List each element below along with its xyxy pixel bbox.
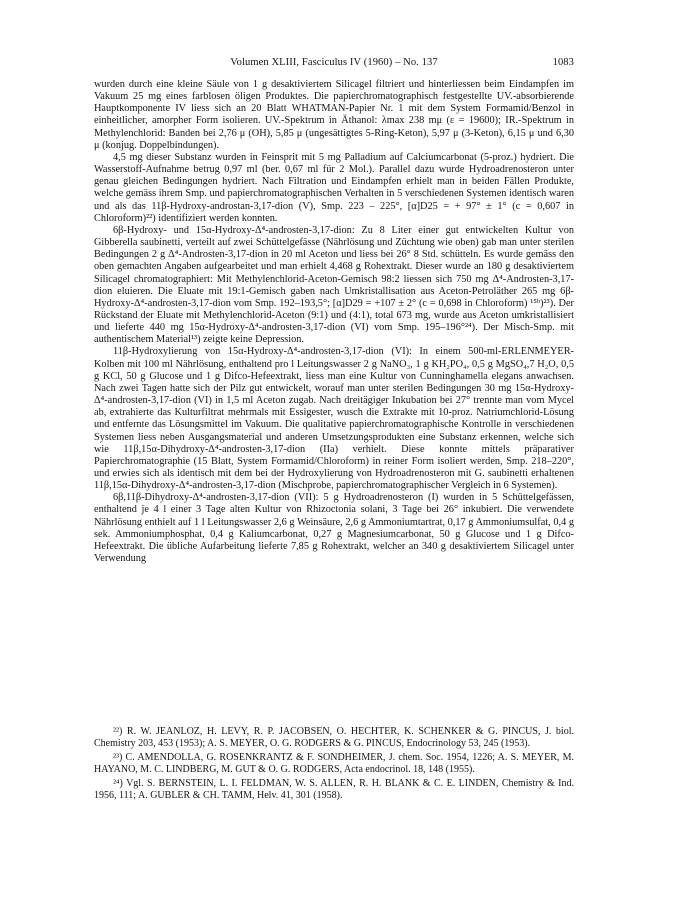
footnote-23: ²³) C. AMENDOLLA, G. ROSENKRANTZ & F. SONDHEIMER, J. chem. Soc. 1954, 1226; A. S. MEYER, M. HAYANO, M. C. LINDBERG, M. GUT & O. G. RODGERS, Acta endocrinol. 18, 148 (1955).	[94, 751, 574, 775]
paragraph-6b-15a-hydroxy: 6β-Hydroxy- und 15α-Hydroxy-Δ⁴-androsten-3,17-dion: Zu 8 Liter einer gut entwickelten Kultur von Gibberella saubinetti, verteilt auf zwei Schüttelgefässe (Nährlösung und Züchtung wie oben) gab man unter sterilen Bedingungen 2 g Δ⁴-Androsten-3,17-dion in 20 ml Aceton und liess bei 26° 8 Std. schütteln. Es wurde gemäss den oben gemachten Angaben aufgearbeitet und man erhielt 4,468 g Rohextrakt. Dieser wurde an 180 g desaktiviertem Silicagel chromatographiert: Mit Methylenchlorid-Aceton-Gemisch 98:2 liessen sich 750 mg Δ⁴-Androsten-3,17-dion eluieren. Die Eluate mit 19:1-Gemisch gaben nach Umkristallisation aus Aceton-Petroläther 265 mg 6β-Hydroxy-Δ⁴-androsten-3,17-dion vom Smp. 192–193,5°; [α]D29 = +107 ± 2° (c = 0,698 in Chloroform) ¹⁵ᵇ)²³). Der Rückstand der Eluate mit Methylenchlorid-Aceton (9:1) und (4:1), total 673 mg, wurde aus Aceton umkristallisiert und lieferte 440 mg 15α-Hydroxy-Δ⁴-androsten-3,17-dion (VI) vom Smp. 195–196°²⁴). Der Misch-Smp. mit authentischem Material¹³) zeigte keine Depression.	[94, 224, 574, 346]
paragraph-hydrogenation: 4,5 mg dieser Substanz wurden in Feinsprit mit 5 mg Palladium auf Calciumcarbonat (5-proz.) hydriert. Die Wasserstoff-Aufnahme betrug 0,97 ml (ber. 0,67 ml für 2 Mol.). Parallel dazu wurde Hydroadrenosteron unter genau gleichen Bedingungen hydriert. Nach Filtration und Eindampfen erhielt man in beiden Fällen Produkte, welche gemäss ihrem Smp. und papierchromatographischen Verhalten in 5 verschiedenen Systemen identisch waren und als das 11β-Hydroxy-androstan-3,17-dion (V), Smp. 223 – 225°, [α]D25 = + 97° ± 1° (c = 0,607 in Chloroform)²²) identifiziert werden konnten.	[94, 151, 574, 224]
body-text	[94, 79, 574, 565]
running-title: Volumen XLIII, Fasciculus IV (1960) – No. 137	[230, 57, 438, 68]
page-number: 1083	[552, 57, 574, 68]
footnote-24: ²⁴) Vgl. S. BERNSTEIN, L. I. FELDMAN, W. S. ALLEN, R. H. BLANK & C. E. LINDEN, Chemistry & Ind. 1956, 111; A. GUBLER & CH. TAMM, Helv. 41, 301 (1958).	[94, 777, 574, 801]
paragraph-continuation: wurden durch eine kleine Säule von 1 g desaktiviertem Silicagel filtriert und hinterliessen beim Eindampfen im Vakuum 25 mg eines farblosen öligen Produktes. Die papierchromatographisch festgestellte UV.-absorbierende Hauptkomponente IV liess sich an 20 Blatt WHATMAN-Papier Nr. 1 mit dem System Formamid/Benzol in einheitlicher, amorpher Form isolieren. UV.-Spektrum in Äthanol: λmax 238 mμ (ε = 19600); IR.-Spektrum in Methylenchlorid: Banden bei 2,76 μ (OH), 5,85 μ (ungesättigtes 5-Ring-Keton), 5,97 μ (3-Keton), 6,15 μ und 6,30 μ (konjug. Doppelbindungen).	[94, 79, 574, 151]
footnote-22: ²²) R. W. JEANLOZ, H. LEVY, R. P. JACOBSEN, O. HECHTER, K. SCHENKER & G. PINCUS, J. biol. Chemistry 203, 453 (1953); A. S. MEYER, O. G. RODGERS & G. PINCUS, Endocrinology 53, 245 (1953).	[94, 726, 574, 750]
footnotes	[94, 726, 574, 803]
running-head	[94, 56, 574, 70]
paragraph-11b-hydroxylierung: 11β-Hydroxylierung von 15α-Hydroxy-Δ⁴-androsten-3,17-dion (VI): In einem 500-ml-ERLENMEYER-Kolben mit 100 ml Nährlösung, enthaltend pro l Leitungswasser 2 g NaNO₃, 1 g KH₂PO₄, 0,5 g MgSO₄,7 H₂O, 0,5 g KCl, 50 g Glucose und 1 g Difco-Hefeextrakt, liess man eine Kultur von Cunninghamella elegans anwachsen. Nach zwei Tagen hatte sich der Pilz gut entwickelt, worauf man unter sterilen Bedingungen 30 mg 15α-Hydroxy-Δ⁴-androsten-3,17-dion (VI) in 1,5 ml Aceton zugab. Nach dreitägiger Inkubation bei 27° trennte man vom Mycel ab, extrahierte das Kulturfiltrat mehrmals mit Essigester, wusch die Extrakte mit 10-proz. Natriumchlorid-Lösung und entfernte das Lösungsmittel im Vakuum. Die qualitative papierchromatographische Kontrolle in verschiedenen Systemen liess neben Ausgangsmaterial und anderen Umsetzungsprodukten eine Substanz erkennen, welche sich wie 11β,15α-Dihydroxy-Δ⁴-androsten-3,17-dion (IIa) verhielt. Diese konnte mittels präparativer Papierchromatographie (15 Blatt, System Formamid/Chloroform) in reiner Form isoliert werden, Smp. 218–220°, und erwies sich als identisch mit dem bei der Hydroxylierung von Hydroadrenosteron mit G. saubinetti erhaltenen 11β,15α-Dihydroxy-Δ⁴-androsten-3,17-dion (Mischprobe, papierchromatographischer Vergleich in 6 Systemen).	[94, 346, 574, 492]
paragraph-6b-11b-dihydroxy: 6β,11β-Dihydroxy-Δ⁴-androsten-3,17-dion (VII): 5 g Hydroadrenosteron (I) wurden in 5 Schüttelgefässen, enthaltend je 4 l einer 3 Tage alten Kultur von Rhizoctonia solani, 3 Tage bei 26° inkubiert. Die verwendete Nährlösung enthielt auf 1 l Leitungswasser 2,6 g Weinsäure, 2,6 g Ammoniumtartrat, 0,17 g Ammoniumsulfat, 0,4 g sek. Ammoniumphosphat, 0,4 g Kaliumcarbonat, 0,27 g Magnesiumcarbonat, 50 g Glucose und 1 g Difco-Hefeextrakt. Die übliche Aufarbeitung lieferte 7,85 g Rohextrakt, welcher an 340 g desaktiviertem Silicagel unter Verwendung	[94, 492, 574, 565]
